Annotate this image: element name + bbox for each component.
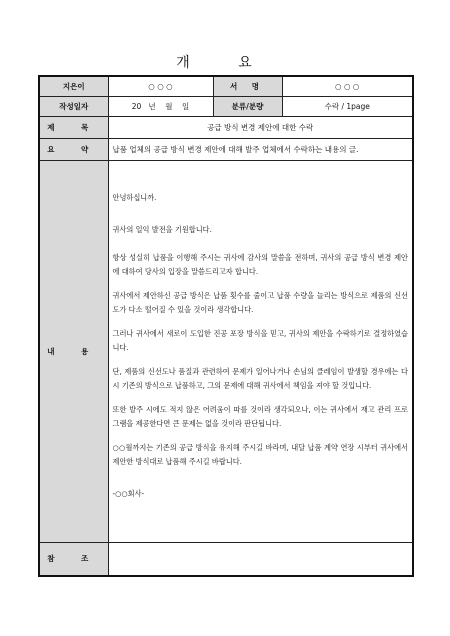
summary-value: 납품 업체의 공급 방식 변경 제안에 대해 발주 업체에서 수락하는 내용의 글.: [108, 138, 413, 160]
content-paragraph: 귀사에서 제안하신 공급 방식은 납품 횟수를 줄이고 납품 수량을 늘리는 방식으로 제품의 신선도가 다소 떨어질 수 있을 것이라 생각합니다.: [112, 291, 408, 314]
category-value: 수락 / 1page: [282, 96, 413, 116]
content-paragraph: 항상 성실히 납품을 이행해 주시는 귀사에 감사의 말씀을 전하며, 귀사의 공급 방식 변경 제안에 대하여 당사의 입장을 말씀드리고자 합니다.: [112, 253, 408, 276]
document-title: 개 요: [176, 55, 274, 71]
category-label: 분류/분량: [213, 96, 282, 116]
author-label: 지은이: [39, 76, 108, 96]
summary-form-table: [38, 75, 414, 577]
content-body: [108, 160, 413, 542]
content-wish: 귀사의 일익 발전을 기원합니다.: [112, 225, 212, 234]
content-paragraph: 그러나 귀사에서 새로이 도입한 진공 포장 방식을 믿고, 귀사의 제안을 수락하기로 결정하였습니다.: [112, 329, 408, 352]
content-greeting: 안녕하십니까.: [112, 193, 157, 202]
content-paragraph: ○○월까지는 기존의 공급 방식을 유지해 주시길 바라며, 내달 납품 계약 연장 시부터 귀사에서 제안한 방식대로 납품해 주시길 바랍니다.: [112, 443, 408, 466]
date-label: 작성일자: [39, 96, 108, 116]
subject-label: 제 목: [39, 116, 108, 138]
author-value: ○ ○ ○: [108, 76, 213, 96]
reference-label: 참 조: [39, 542, 108, 576]
content-paragraph: 단, 제품의 신선도나 품질과 관련하여 문제가 일어나거나 손님의 클레임이 발생할 경우에는 다시 기존의 방식으로 납품하고, 그의 문제에 대해 귀사에서 책임을 져야 할 것입니다.: [112, 367, 408, 390]
reference-value: [108, 542, 413, 576]
signature-label: 서 명: [213, 76, 282, 96]
date-value: 20 년 월 일: [108, 96, 213, 116]
signature-value: ○ ○ ○: [282, 76, 413, 96]
content-signature: -○○회사-: [112, 489, 145, 498]
content-paragraph: 또한 발주 시에도 적지 않은 어려움이 따를 것이라 생각되오나, 이는 귀사에서 재고 관리 프로그램을 제공한다면 큰 문제는 없을 것이라 판단됩니다.: [112, 405, 408, 428]
content-label: 내 용: [39, 160, 108, 542]
summary-label: 요 약: [39, 138, 108, 160]
subject-value: 공급 방식 변경 제안에 대한 수락: [108, 116, 413, 138]
